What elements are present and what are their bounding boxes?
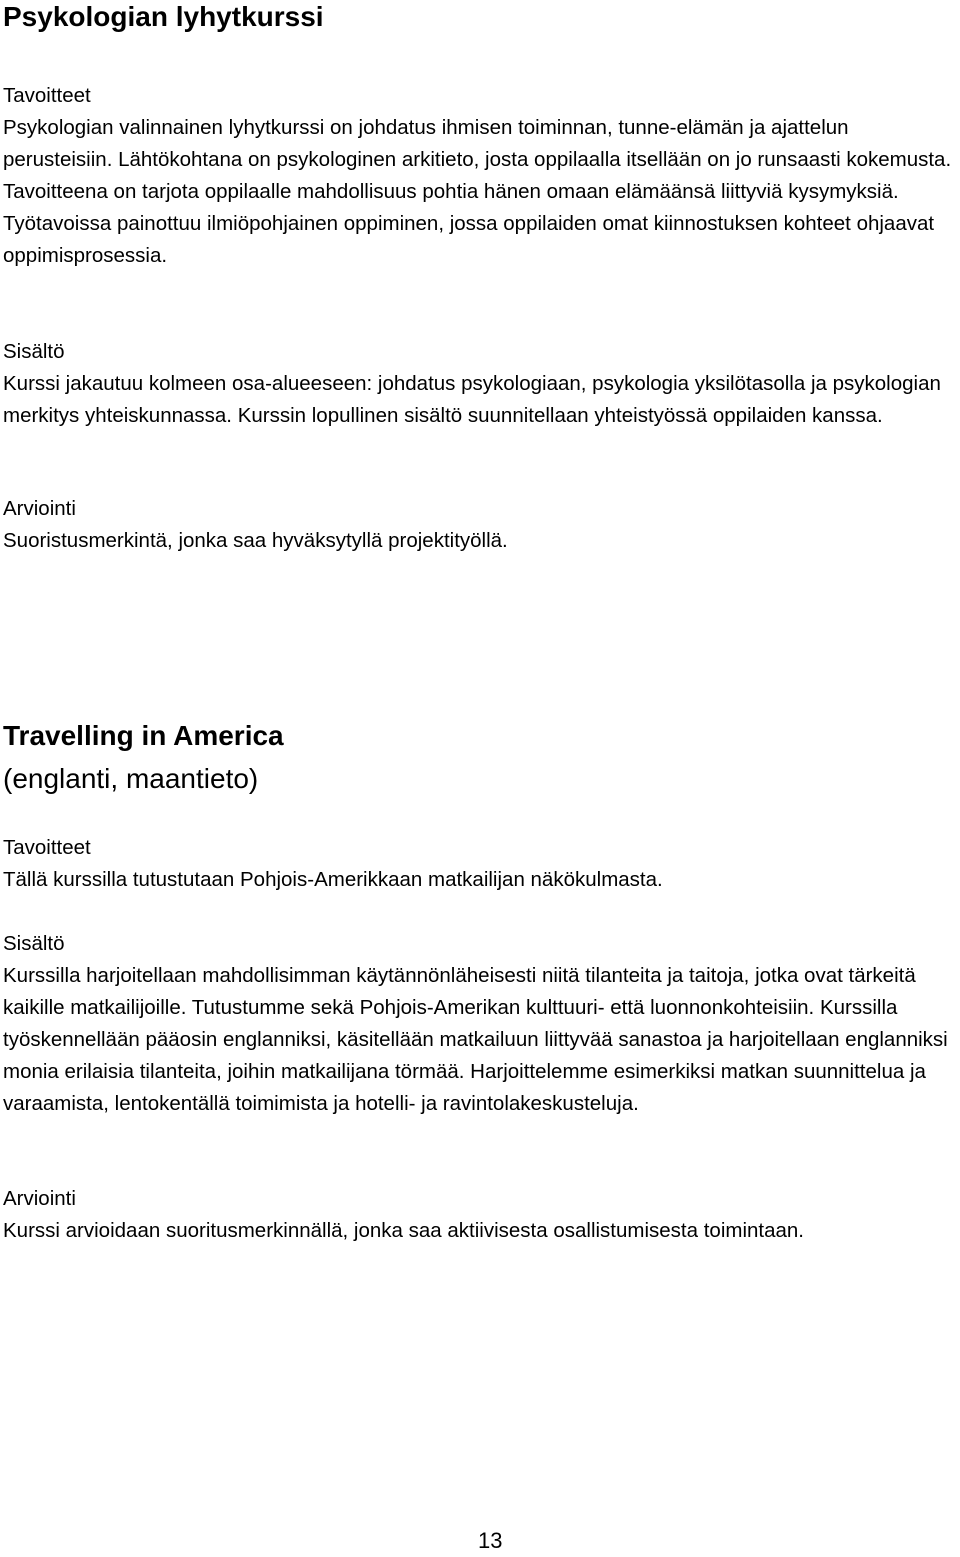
section-text-assessment: Suoristusmerkintä, jonka saa hyväksytyllä projektityöllä. xyxy=(3,529,508,552)
course-title: Travelling in America xyxy=(3,720,284,751)
course-goals-section xyxy=(3,832,958,896)
course-assessment-section xyxy=(3,493,958,557)
course-assessment-section xyxy=(3,1183,958,1247)
course-title: Psykologian lyhytkurssi xyxy=(3,1,324,32)
course-goals-section xyxy=(3,80,958,272)
section-text-content: Kurssilla harjoitellaan mahdollisimman käytännönläheisesti niitä tilanteita ja taitoja, jotka ovat tärkeitä kaikille matkailijoille. Tutustumme sekä Pohjois-Amerikan kulttuuri- että luonnonkohteisiin. Kurssilla työskennellään pääosin englanniksi, käsitellään matkailuun liittyvää sanastoa ja harjoitellaan englanniksi monia erilaisia tilanteita, joihin matkailijana törmää. Harjoittelemme esimerkiksi matkan suunnittelua ja varaamista, lentokentällä toimimista ja hotelli- ja ravintolakeskusteluja. xyxy=(3,964,948,1115)
section-text-content: Kurssi jakautuu kolmeen osa-alueeseen: johdatus psykologiaan, psykologia yksilötasolla ja psykologian merkitys yhteiskunnassa. Kurssin lopullinen sisältö suunnitellaan yhteistyössä oppilaiden kanssa. xyxy=(3,372,941,427)
section-label-assessment: Arviointi xyxy=(3,497,76,520)
section-text-assessment: Kurssi arvioidaan suoritusmerkinnällä, jonka saa aktiivisesta osallistumisesta toimintaan. xyxy=(3,1219,805,1242)
section-text-goals: Tällä kurssilla tutustutaan Pohjois-Amerikkaan matkailijan näkökulmasta. xyxy=(3,868,663,891)
section-label-assessment: Arviointi xyxy=(3,1187,76,1210)
goals-sentence: Tavoitteena on tarjota oppilaalle mahdollisuus pohtia hänen omaan elämäänsä liittyviä kysymyksiä. xyxy=(3,180,899,203)
section-label-content: Sisältö xyxy=(3,932,65,955)
goals-sentence: Psykologian valinnainen lyhytkurssi on johdatus ihmisen toiminnan, tunne-elämän ja ajattelun perusteisiin. Lähtökohtana on psykologinen arkitieto, josta oppilaalla itsellään on jo runsaasti kokemusta. xyxy=(3,116,952,171)
course-subtitle: (englanti, maantieto) xyxy=(3,763,259,794)
goals-sentence: Työtavoissa painottuu ilmiöpohjainen oppiminen, jossa oppilaiden omat kiinnostuksen kohteet ohjaavat oppimisprosessia. xyxy=(3,212,935,267)
course-content-section xyxy=(3,928,958,1120)
section-label-goals: Tavoitteet xyxy=(3,836,91,859)
page-number: 13 xyxy=(478,1528,503,1553)
section-label-content: Sisältö xyxy=(3,340,65,363)
section-text-goals xyxy=(3,112,958,272)
section-label-goals: Tavoitteet xyxy=(3,84,91,107)
course-content-section xyxy=(3,336,958,432)
